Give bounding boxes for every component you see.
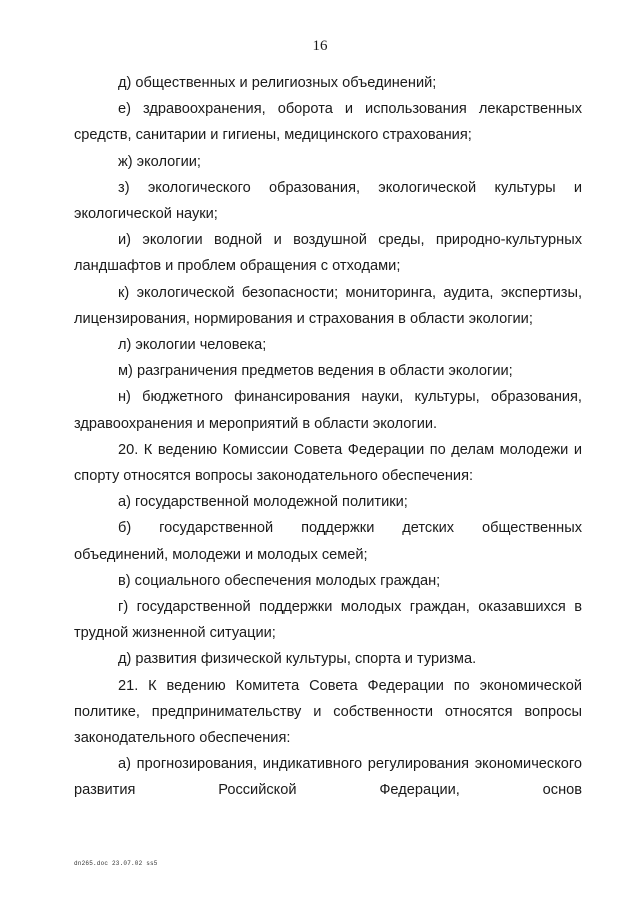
paragraph-item-i-water-air: и) экологии водной и воздушной среды, природно-культурных ландшафтов и проблем обращения с отходами; (74, 232, 582, 275)
paragraph-section-21-economy: 21. К ведению Комитета Совета Федерации по экономической политике, предпринимательству и собственности относятся вопросы законодательного обеспечения: (74, 677, 582, 747)
paragraph-item-a-forecasting: а) прогнозирования, индикативного регулирования экономического развития Российской Федерации, основ (74, 756, 582, 799)
paragraph-item-d-public-religious: д) общественных и религиозных объединений; (118, 75, 437, 91)
paragraph-item-e-healthcare: е) здравоохранения, оборота и использования лекарственных средств, санитарии и гигиены, медицинского страхования; (74, 101, 582, 144)
paragraph-item-l-human-ecology: л) экологии человека; (118, 337, 267, 354)
paragraph-item-v-social-security: в) социального обеспечения молодых граждан; (118, 572, 441, 589)
paragraph-item-a-youth-policy: а) государственной молодежной политики; (118, 494, 408, 511)
paragraph-item-m-delimitation: м) разграничения предметов ведения в области экологии; (118, 363, 513, 380)
document-body (74, 70, 582, 804)
paragraph-item-zh-ecology: ж) экологии; (118, 153, 201, 170)
paragraph-item-g-difficult-situation: г) государственной поддержки молодых граждан, оказавшихся в трудной жизненной ситуации; (74, 599, 582, 642)
paragraph-item-b-state-support: б) государственной поддержки детских общественных объединений, молодежи и молодых семей; (74, 520, 582, 563)
paragraph-item-k-eco-safety: к) экологической безопасности; мониторинга, аудита, экспертизы, лицензирования, нормирования и страхования в области экологии; (74, 284, 582, 327)
paragraph-section-20-youth: 20. К ведению Комиссии Совета Федерации по делам молодежи и спорту относятся вопросы законодательного обеспечения: (74, 441, 582, 485)
paragraph-item-n-budget: н) бюджетного финансирования науки, культуры, образования, здравоохранения и мероприятий в области экологии. (74, 389, 582, 432)
footer-document-code: dn265.doc 23.07.02 ss5 (74, 860, 158, 867)
paragraph-item-z-eco-education: з) экологического образования, экологической культуры и экологической науки; (74, 179, 582, 223)
page-number: 16 (312, 38, 328, 54)
paragraph-item-d-sport: д) развития физической культуры, спорта и туризма. (118, 651, 477, 668)
